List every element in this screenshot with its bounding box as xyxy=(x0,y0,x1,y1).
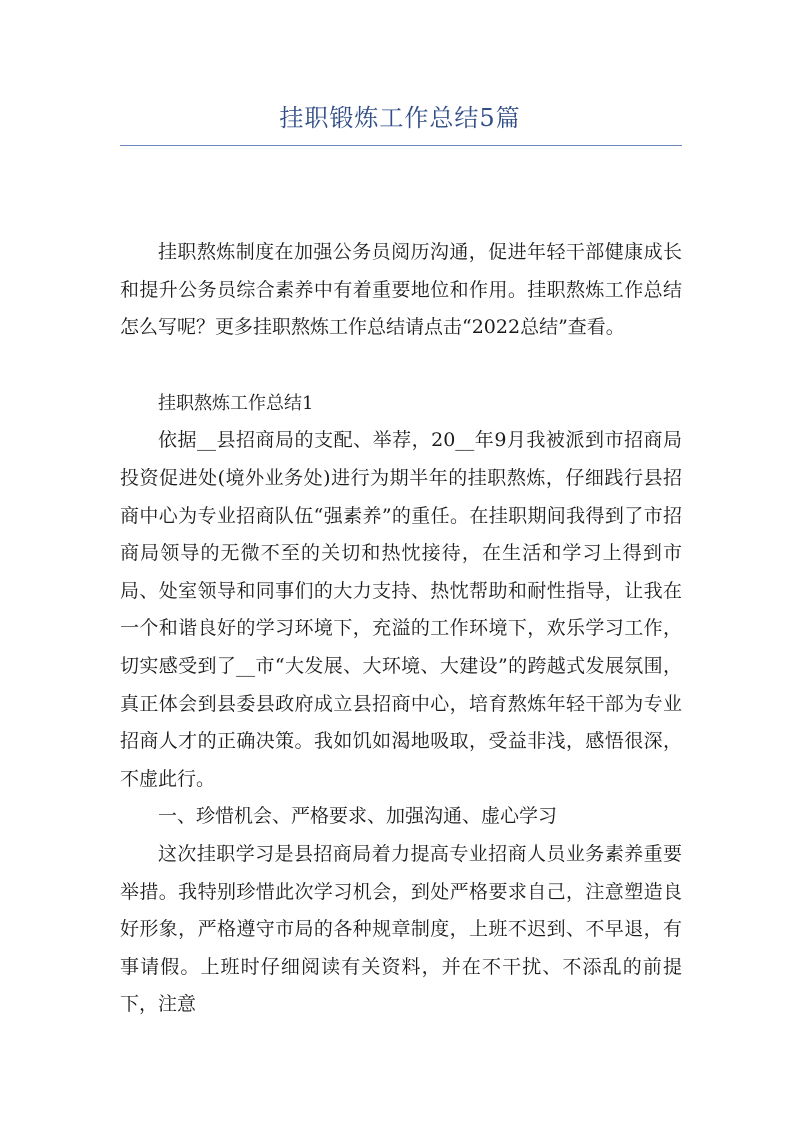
document-body xyxy=(120,234,682,1024)
body-paragraph: 这次挂职学习是县招商局着力提高专业招商人员业务素养重要举措。我特别珍惜此次学习机会，到处严格要求自己，注意塑造良好形象，严格遵守市局的各种规章制度，上班不迟到、不早退，有事请假。上班时仔细阅读有关资料，并在不干扰、不添乱的前提下，注意 xyxy=(120,842,682,1016)
body-paragraph: 依据__县招商局的支配、举荐，20__年9月我被派到市招商局投资促进处(境外业务处)进行为期半年的挂职熬炼，仔细践行县招商中心为专业招商队伍“强素养”的重任。在挂职期间我得到了市招商局领导的无微不至的关切和热忱接待，在生活和学习上得到市局、处室领导和同事们的大力支持、热忱帮助和耐性指导，让我在一个和谐良好的学习环境下，充溢的工作环境下，欢乐学习工作，切实感受到了__市“大发展、大环境、大建设”的跨越式发展氛围，真正体会到县委县政府成立县招商中心，培育熬炼年轻干部为专业招商人才的正确决策。我如饥如渴地吸取，受益非浅，感悟很深，不虚此行。 xyxy=(120,429,682,790)
numbered-subheading: 一、珍惜机会、严格要求、加强沟通、虚心学习 xyxy=(158,805,558,828)
document-title: 挂职锻炼工作总结5篇 xyxy=(279,104,521,132)
section-heading: 挂职熬炼工作总结1 xyxy=(158,392,314,414)
title-underline xyxy=(120,145,682,146)
paragraph-spacer xyxy=(120,347,682,385)
intro-paragraph: 挂职熬炼制度在加强公务员阅历沟通，促进年轻干部健康成长和提升公务员综合素养中有着重要地位和作用。挂职熬炼工作总结怎么写呢？更多挂职熬炼工作总结请点击“2022总结”查看。 xyxy=(120,241,682,339)
